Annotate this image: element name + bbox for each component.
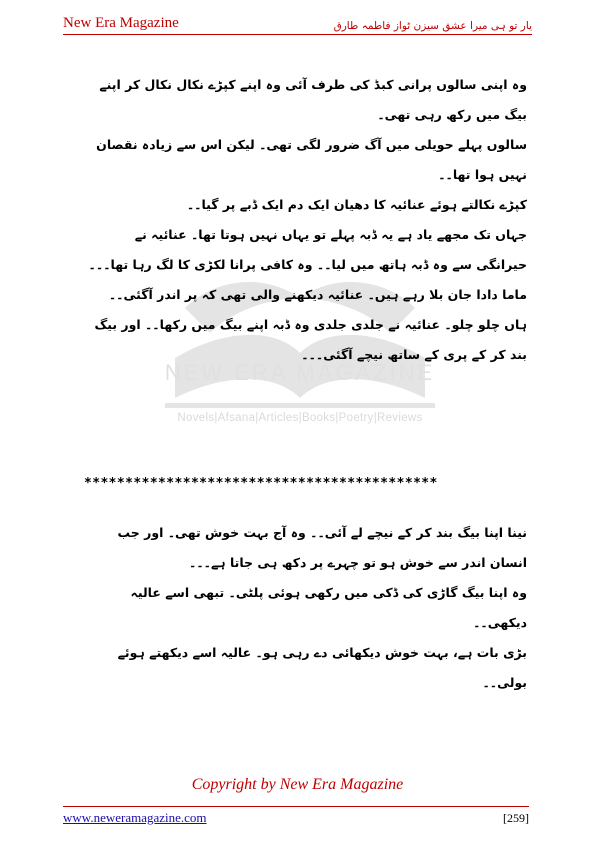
paragraph: ماما دادا جان بلا رہے ہیں۔ عنائیہ دیکھنے والی تھی کہ پر اندر آگئی۔۔ <box>108 287 527 302</box>
watermark-tagline: Novels|Afsana|Articles|Books|Poetry|Reviews <box>177 412 423 424</box>
section-separator: ******************************************* <box>84 476 438 491</box>
paragraph: بڑی بات ہے، بہت خوش دیکھائی دے رہی ہو۔ عالیہ اسے دیکھتے ہوئے بولی۔۔ <box>117 645 527 690</box>
page-footer <box>63 806 529 829</box>
series-title: یار تو ہی میرا عشق سیزن ٹواز فاطمہ طارق <box>333 20 532 32</box>
page-header <box>63 6 532 35</box>
story-text-top <box>87 70 527 370</box>
paragraph: کپڑے نکالتے ہوئے عنائیہ کا دھیان ایک دم ایک ڈبے پر گیا۔۔ <box>186 197 527 212</box>
paragraph: ہاں چلو چلو۔ عنائیہ نے جلدی جلدی وہ ڈبہ اپنے بیگ میں رکھا۔۔ اور بیگ بند کر کے پری کے ساتھ نیچے آگئی۔۔۔ <box>94 317 527 362</box>
paragraph: جہاں تک مجھے یاد ہے یہ ڈبہ پہلے تو یہاں نہیں ہوتا تھا۔ عنائیہ نے حیرانگی سے وہ ڈبہ ہاتھ میں لیا۔۔ وہ کافی پرانا لکڑی کا لگ رہا تھا۔۔۔ <box>88 227 527 272</box>
paragraph: وہ اپنا بیگ گاڑی کی ڈکی میں رکھی ہوئی پلٹی۔ تبھی اسے عالیہ دیکھی۔۔ <box>130 585 527 630</box>
magazine-name: New Era Magazine <box>63 15 179 31</box>
watermark-brand: NEW ERA MAGAZINE <box>164 360 436 385</box>
paragraph: وہ اپنی سالوں پرانی کبڈ کی طرف آئی وہ اپنے کپڑے نکال نکال کر اپنے بیگ میں رکھ رہی تھی۔ <box>99 77 527 122</box>
copyright-notice: Copyright by New Era Magazine <box>191 776 404 793</box>
story-text-bottom <box>87 518 527 698</box>
paragraph: سالوں پہلے حویلی میں آگ ضرور لگی تھی۔ لیکن اس سے زیادہ نقصان نہیں ہوا تھا۔۔ <box>96 137 527 182</box>
page-number: [259] <box>503 810 529 825</box>
website-link[interactable]: www.neweramagazine.com <box>63 810 207 825</box>
paragraph: نینا اپنا بیگ بند کر کے نیچے لے آئی۔۔ وہ آج بہت خوش تھی۔ اور جب انسان اندر سے خوش ہو تو چہرے پر دکھ ہی جاتا ہے۔۔۔ <box>117 525 527 570</box>
